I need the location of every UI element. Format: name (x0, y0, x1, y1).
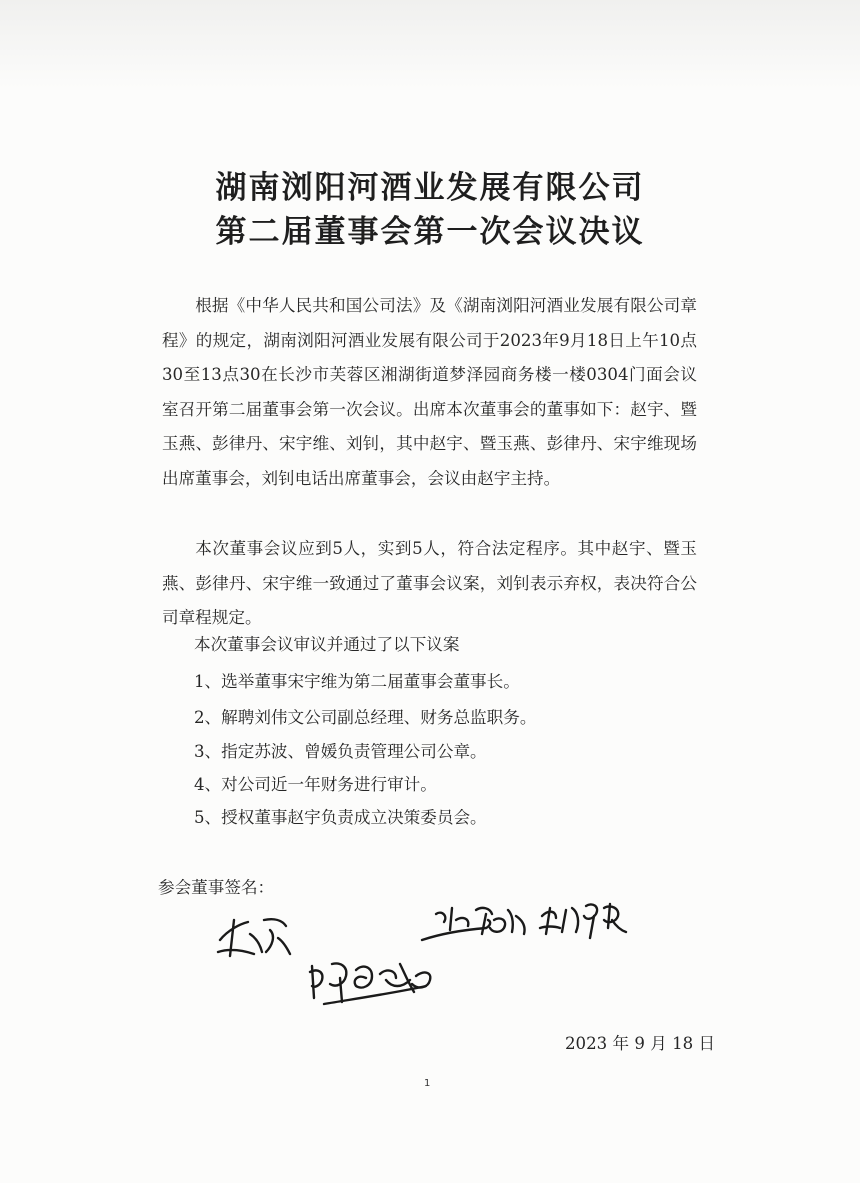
scan-shadow (0, 0, 860, 90)
meeting-details-paragraph: 根据《中华人民共和国公司法》及《湖南浏阳河酒业发展有限公司章程》的规定，湖南浏阳河酒业发展有限公司于2023年9月18日上午10点30至13点30在长沙市芙蓉区湘湖街道梦泽园商务楼一楼0304门面会议室召开第二届董事会第一次会议。出席本次董事会的董事如下：赵宇、暨玉燕、彭律丹、宋宇维、刘钊，其中赵宇、暨玉燕、彭律丹、宋宇维现场出席董事会，刘钊电话出席董事会，会议由赵宇主持。 (162, 296, 697, 488)
motion-item: 5、授权董事赵宇负责成立决策委员会。 (194, 808, 487, 827)
resolution-date: 2023 年 9 月 18 日 (565, 1034, 716, 1053)
signature-zhao-yu (218, 919, 290, 956)
motions-intro: 本次董事会议审议并通过了以下议案 (194, 635, 460, 654)
page-number: 1 (424, 1078, 431, 1089)
document-title-company: 湖南浏阳河酒业发展有限公司 (215, 170, 645, 206)
handwritten-signatures (190, 880, 650, 1030)
motion-item: 4、对公司近一年财务进行审计。 (194, 775, 437, 794)
signature-label: 参会董事签名： (158, 878, 275, 897)
motion-item: 3、指定苏波、曾媛负责管理公司公章。 (194, 742, 487, 761)
document-title-resolution: 第二届董事会第一次会议决议 (215, 214, 645, 250)
voting-result-paragraph: 本次董事会议应到5人，实到5人，符合法定程序。其中赵宇、暨玉燕、彭律丹、宋宇维一致通过了董事会议案，刘钊表示弃权，表决符合公司章程规定。 (162, 539, 697, 628)
motion-item: 1、选举董事宋宇维为第二届董事会董事长。 (194, 672, 520, 691)
signature-ji-yuyan (310, 964, 430, 1005)
signature-peng-lvdan (540, 904, 626, 938)
signature-song-yuwei (422, 908, 525, 940)
motion-item: 2、解聘刘伟文公司副总经理、财务总监职务。 (194, 708, 537, 727)
